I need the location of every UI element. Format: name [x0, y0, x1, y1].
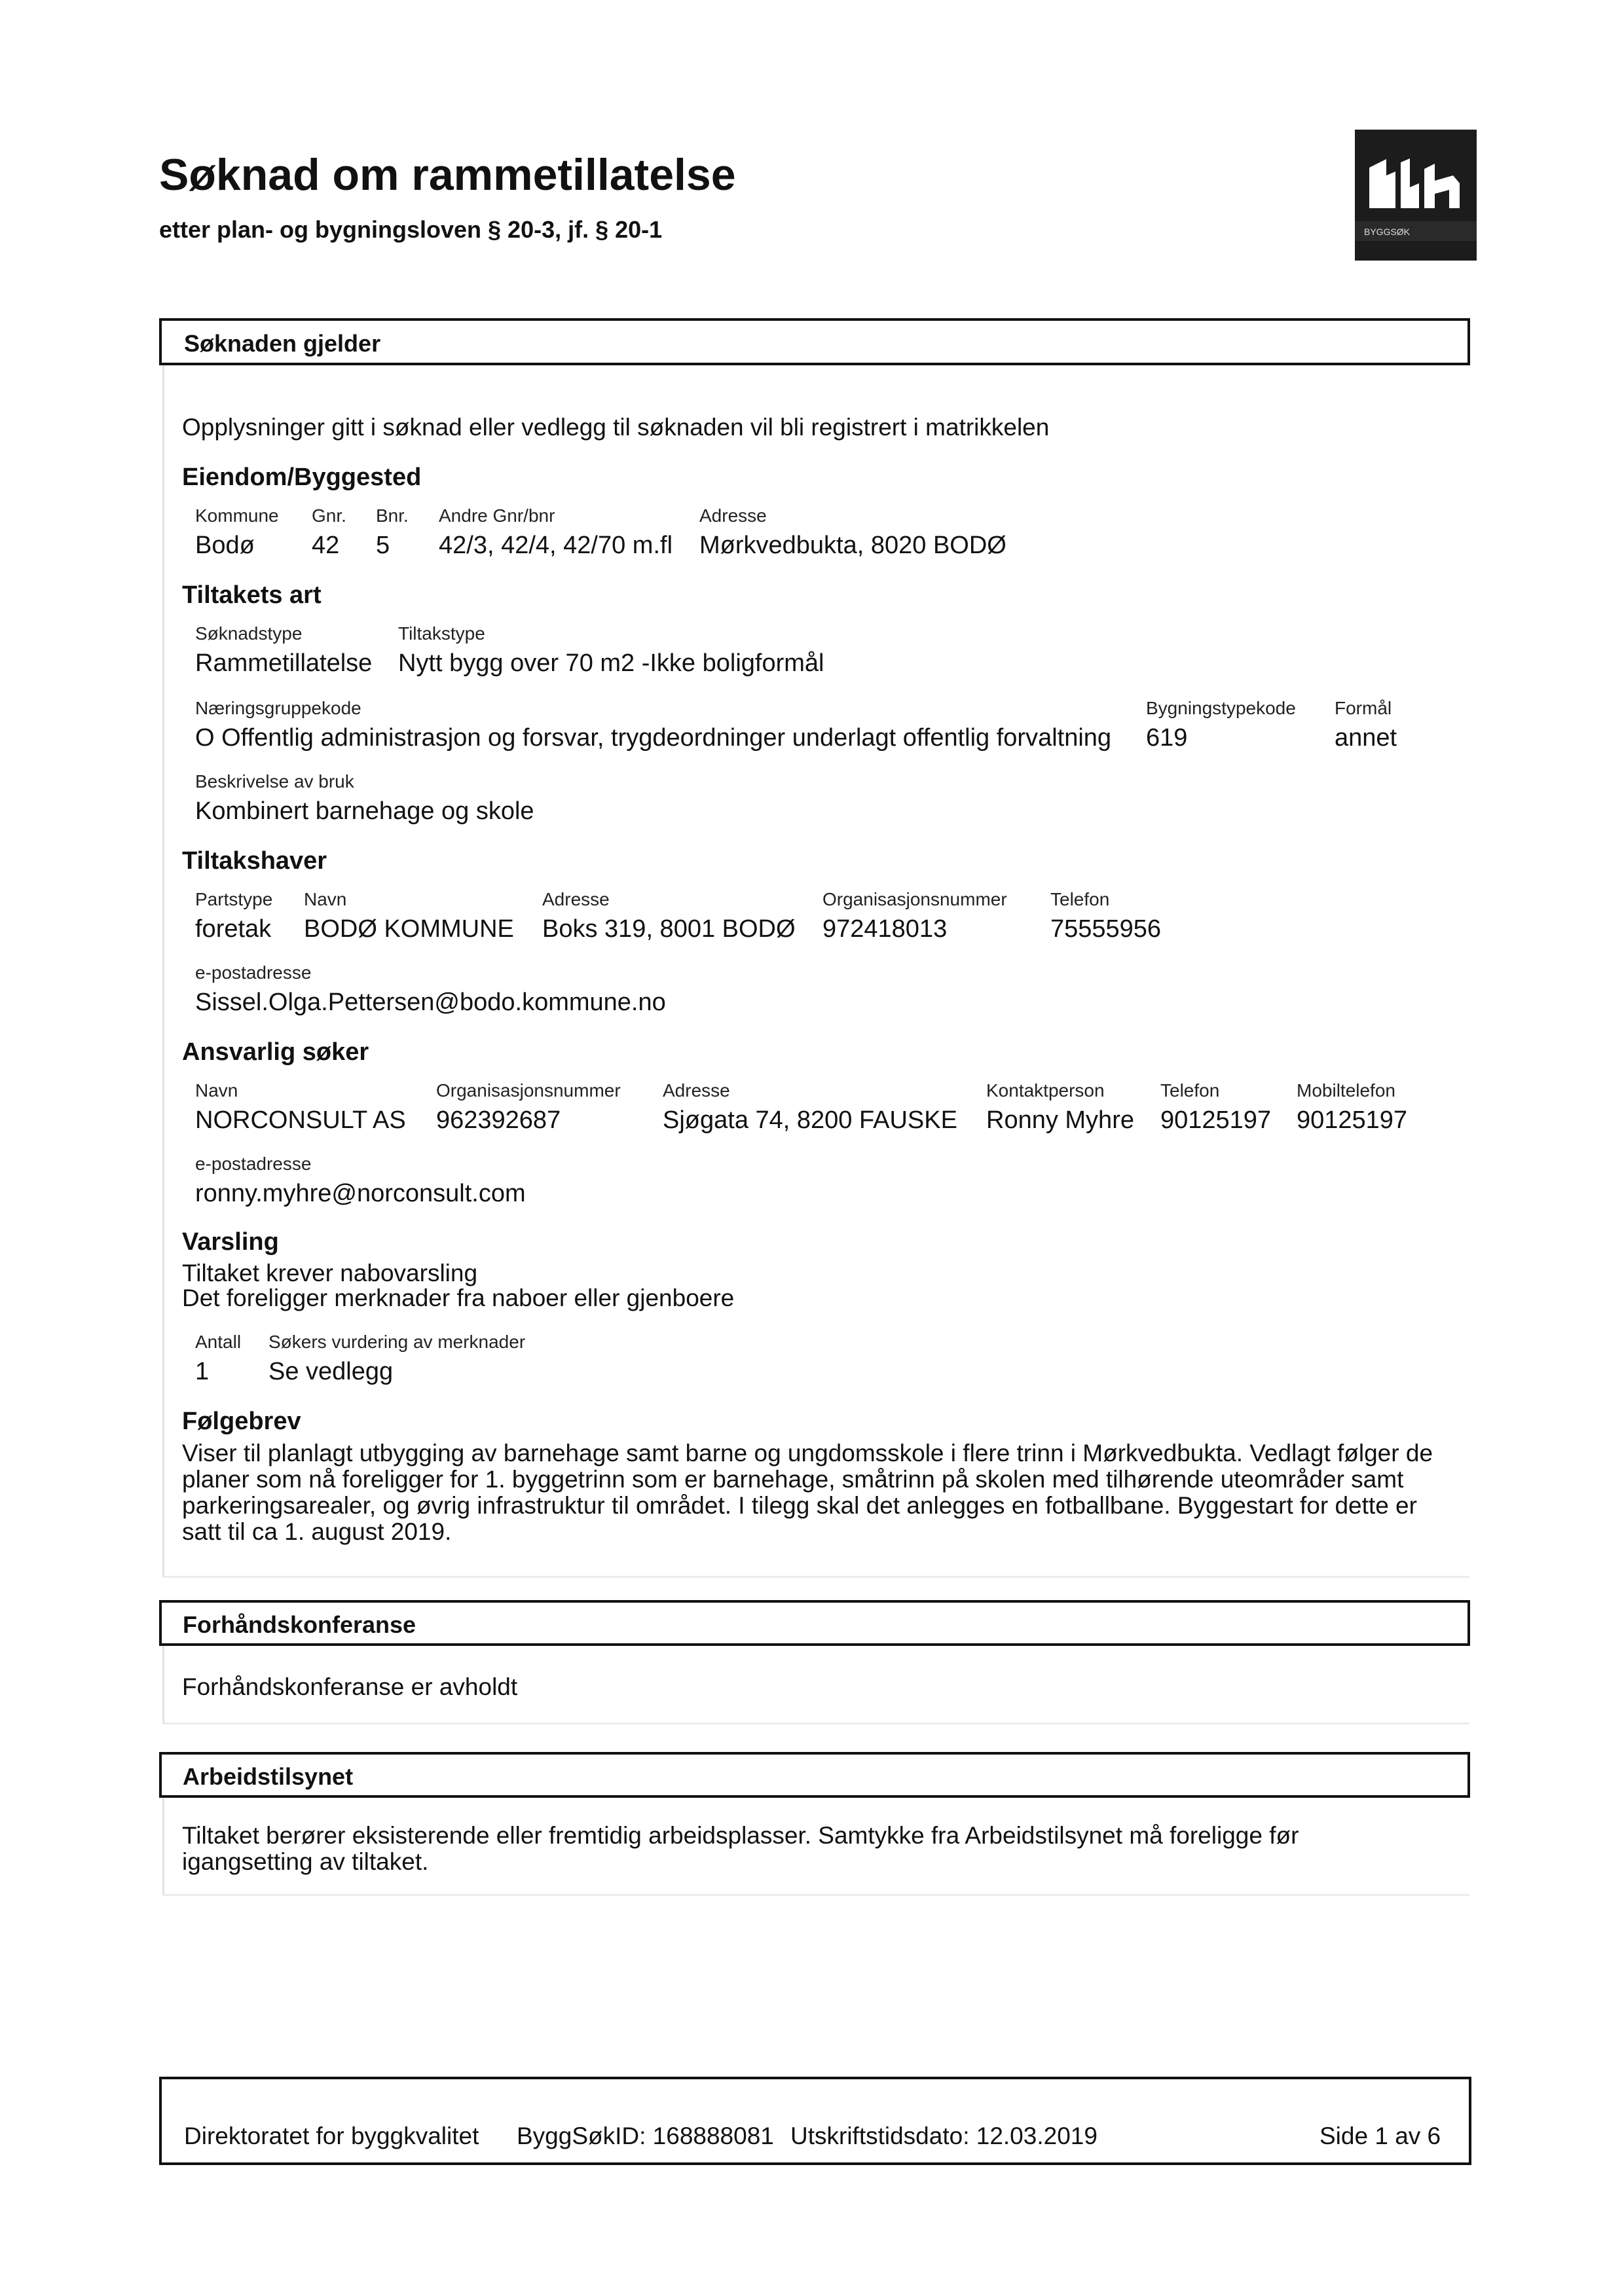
- svg-text:BYGGSØK: BYGGSØK: [1364, 227, 1411, 237]
- value-epostadresse: ronny.myhre@norconsult.com: [195, 1180, 526, 1207]
- page-footer: [159, 2077, 1471, 2165]
- label-formal: Formål: [1335, 698, 1392, 718]
- label-navn: Navn: [304, 889, 347, 909]
- value-formal: annet: [1335, 724, 1397, 752]
- footer-organisation: Direktoratet for byggkvalitet: [184, 2123, 479, 2149]
- label-sokers-vurdering: Søkers vurdering av merknader: [268, 1332, 526, 1352]
- folgebrev-text: Viser til planlagt utbygging av barnehage samt barne og ungdomsskole i flere trinn i Mørkvedbukta. Vedlagt følger de planer som nå foreligger for 1. byggetrinn som er barnehage, småtrinn på skolen med tilhørende uteområder samt parkeringsarealer, og øvrig infrastruktur til området. I tilegg skal det anlegges en fotballbane. Byggestart for dette er satt til ca 1. august 2019.: [182, 1440, 1433, 1545]
- value-navn: NORCONSULT AS: [195, 1106, 406, 1134]
- value-organisasjonsnummer: 972418013: [822, 915, 948, 943]
- value-antall: 1: [195, 1358, 210, 1385]
- value-bnr: 5: [376, 532, 390, 559]
- value-gnr: 42: [312, 532, 340, 559]
- section-forhandskonferanse-header: [159, 1600, 1470, 1646]
- folgebrev-heading: Følgebrev: [182, 1408, 301, 1435]
- value-andre-gnr-bnr: 42/3, 42/4, 42/70 m.fl: [439, 532, 673, 559]
- label-mobiltelefon: Mobiltelefon: [1297, 1080, 1395, 1101]
- arbeidstilsynet-text: Tiltaket berører eksisterende eller fremtidig arbeidsplasser. Samtykke fra Arbeidstilsynet må foreligge før igangsetting av tiltaket.: [182, 1822, 1299, 1875]
- document-subtitle: etter plan- og bygningsloven § 20-3, jf. § 20-1: [159, 216, 663, 243]
- value-telefon: 75555956: [1050, 915, 1162, 943]
- varsling-line-2: Det foreligger merknader fra naboer eller gjenboere: [182, 1285, 735, 1311]
- label-kontaktperson: Kontaktperson: [986, 1080, 1105, 1101]
- varsling-heading: Varsling: [182, 1228, 279, 1256]
- section-soknaden-gjelder-header: [159, 318, 1470, 365]
- value-telefon: 90125197: [1160, 1106, 1272, 1134]
- value-navn: BODØ KOMMUNE: [304, 915, 514, 943]
- footer-byggsok-id: ByggSøkID: 168888081: [517, 2123, 774, 2149]
- tiltakets-art-heading: Tiltakets art: [182, 581, 322, 609]
- label-navn: Navn: [195, 1080, 238, 1101]
- value-mobiltelefon: 90125197: [1297, 1106, 1408, 1134]
- tiltakshaver-heading: Tiltakshaver: [182, 847, 327, 875]
- label-andre-gnr-bnr: Andre Gnr/bnr: [439, 505, 555, 526]
- label-adresse: Adresse: [542, 889, 610, 909]
- label-gnr: Gnr.: [312, 505, 346, 526]
- footer-page-number: Side 1 av 6: [1320, 2123, 1441, 2149]
- label-kommune: Kommune: [195, 505, 279, 526]
- label-adresse: Adresse: [699, 505, 767, 526]
- varsling-line-1: Tiltaket krever nabovarsling: [182, 1260, 478, 1286]
- value-beskrivelse-av-bruk: Kombinert barnehage og skole: [195, 797, 534, 825]
- value-partstype: foretak: [195, 915, 272, 943]
- label-epostadresse: e-postadresse: [195, 1154, 312, 1174]
- value-kontaktperson: Ronny Myhre: [986, 1106, 1134, 1134]
- value-soknadstype: Rammetillatelse: [195, 649, 373, 677]
- label-tiltakstype: Tiltakstype: [398, 623, 485, 644]
- label-organisasjonsnummer: Organisasjonsnummer: [436, 1080, 621, 1101]
- label-naeringsgruppekode: Næringsgruppekode: [195, 698, 361, 718]
- eiendom-heading: Eiendom/Byggested: [182, 464, 422, 491]
- forhandskonferanse-text: Forhåndskonferanse er avholdt: [182, 1673, 518, 1700]
- value-naeringsgruppekode: O Offentlig administrasjon og forsvar, trygdeordninger underlagt offentlig forvaltning: [195, 724, 1112, 752]
- value-organisasjonsnummer: 962392687: [436, 1106, 561, 1134]
- section-heading: Søknaden gjelder: [184, 330, 381, 357]
- footer-print-date: Utskriftstidsdato: 12.03.2019: [790, 2123, 1098, 2149]
- section-heading: Arbeidstilsynet: [183, 1763, 354, 1790]
- value-adresse: Mørkvedbukta, 8020 BODØ: [699, 532, 1006, 559]
- section-heading: Forhåndskonferanse: [183, 1611, 416, 1638]
- label-bnr: Bnr.: [376, 505, 409, 526]
- label-epostadresse: e-postadresse: [195, 962, 312, 983]
- value-adresse: Sjøgata 74, 8200 FAUSKE: [663, 1106, 957, 1134]
- label-bygningstypekode: Bygningstypekode: [1146, 698, 1296, 718]
- value-kommune: Bodø: [195, 532, 255, 559]
- value-adresse: Boks 319, 8001 BODØ: [542, 915, 796, 943]
- label-partstype: Partstype: [195, 889, 273, 909]
- label-antall: Antall: [195, 1332, 242, 1352]
- value-tiltakstype: Nytt bygg over 70 m2 -Ikke boligformål: [398, 649, 824, 677]
- section-arbeidstilsynet-header: [159, 1752, 1470, 1798]
- label-telefon: Telefon: [1050, 889, 1110, 909]
- ansvarlig-soker-heading: Ansvarlig søker: [182, 1038, 369, 1066]
- label-soknadstype: Søknadstype: [195, 623, 303, 644]
- label-adresse: Adresse: [663, 1080, 730, 1101]
- pbe-byggsok-logo-icon: [1355, 130, 1477, 261]
- document-title: Søknad om rammetillatelse: [159, 150, 736, 200]
- label-beskrivelse-av-bruk: Beskrivelse av bruk: [195, 771, 354, 792]
- value-sokers-vurdering: Se vedlegg: [268, 1358, 394, 1385]
- label-telefon: Telefon: [1160, 1080, 1220, 1101]
- value-bygningstypekode: 619: [1146, 724, 1188, 752]
- matrikkel-intro: Opplysninger gitt i søknad eller vedlegg til søknaden vil bli registrert i matrikkelen: [182, 414, 1050, 441]
- value-epostadresse: Sissel.Olga.Pettersen@bodo.kommune.no: [195, 989, 666, 1016]
- label-organisasjonsnummer: Organisasjonsnummer: [822, 889, 1007, 909]
